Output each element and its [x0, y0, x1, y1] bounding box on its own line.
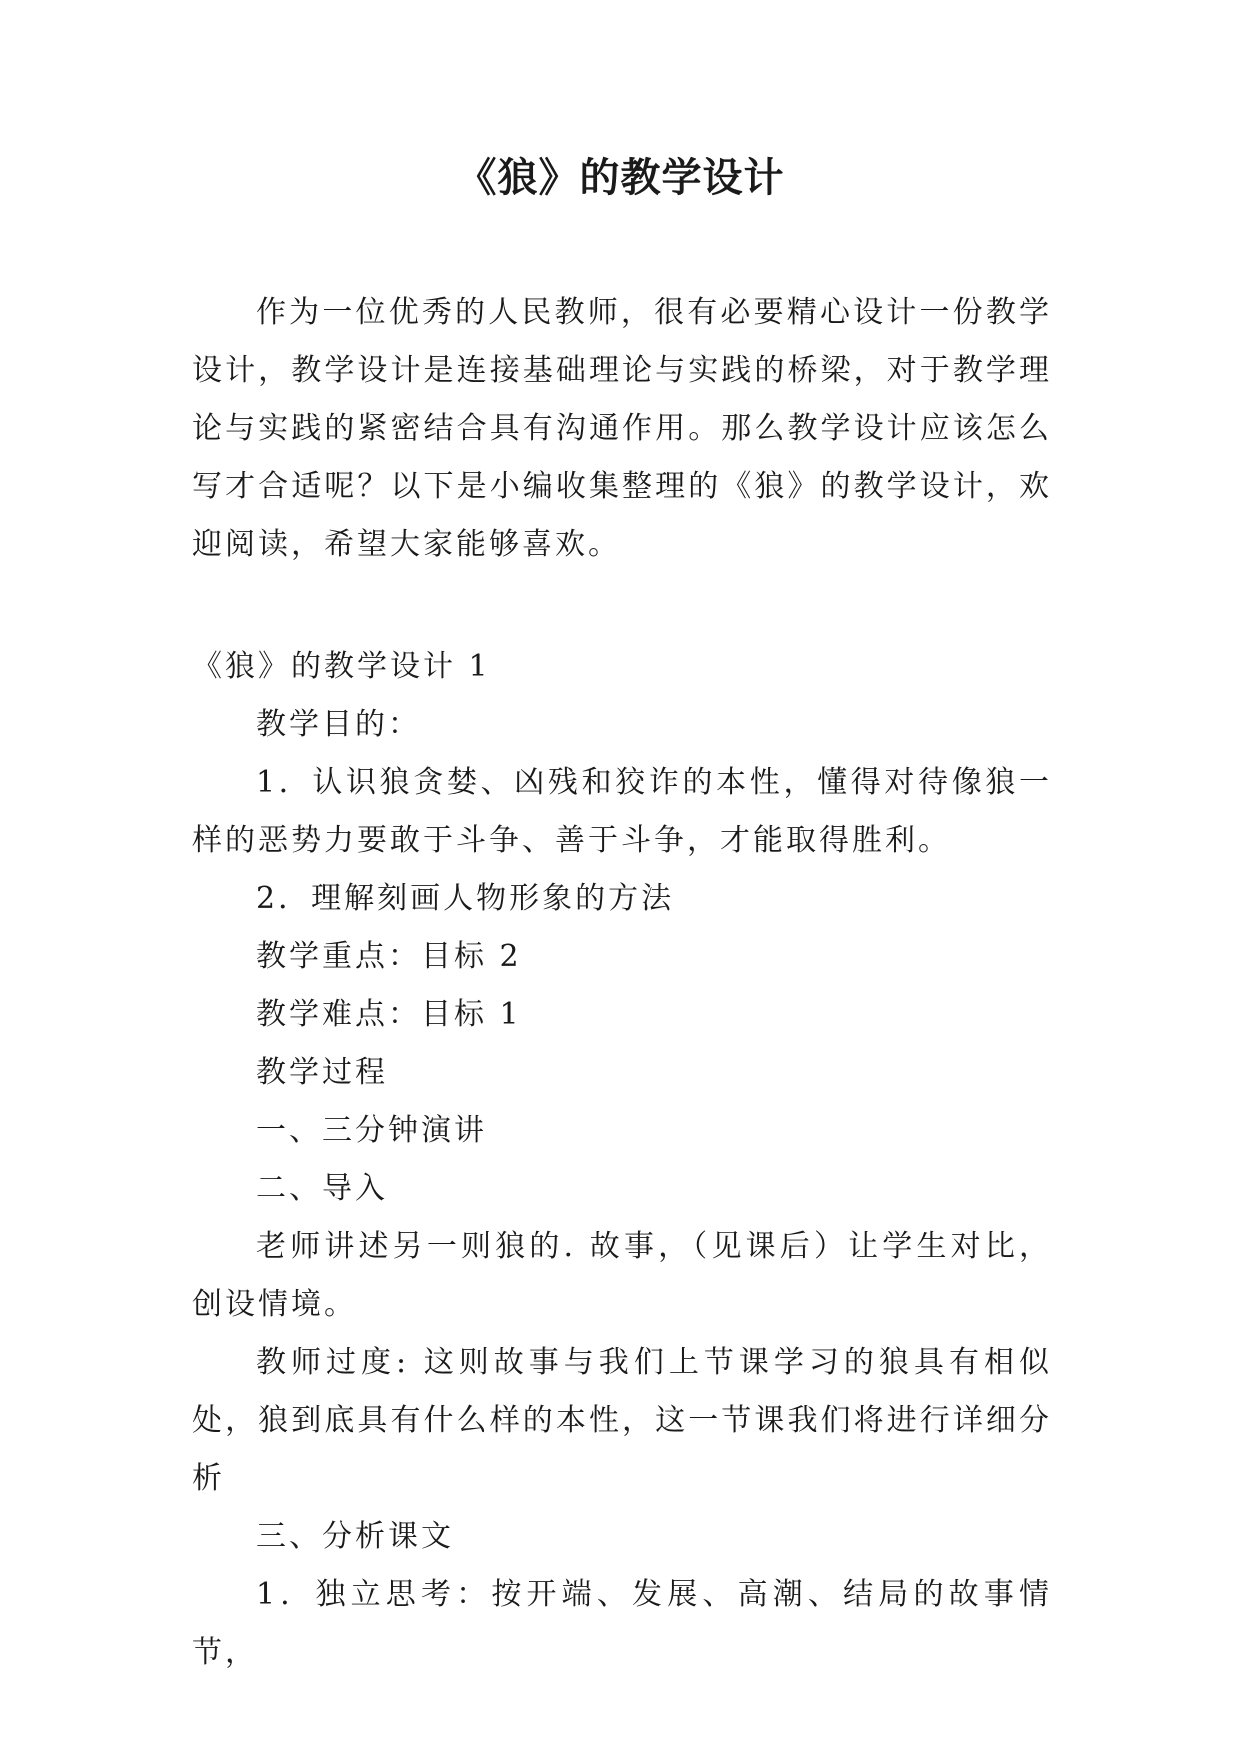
- body-paragraph: 教学难点：目标 1: [256, 997, 522, 1032]
- body-paragraph: 1．独立思考：按开端、发展、高潮、结局的故事情节，: [192, 1577, 1052, 1670]
- body-paragraph: 2．理解刻画人物形象的方法: [256, 881, 675, 916]
- body-paragraph: 教学重点：目标 2: [256, 939, 522, 974]
- section-heading: 《狼》的教学设计 1: [192, 649, 491, 684]
- body-paragraph: 教师过度: 这则故事与我们上节课学习的狼具有相似处，狼到底具有什么样的本性，这一节课我们将进行详细分析: [192, 1345, 1052, 1496]
- body-paragraph: 二、导入: [256, 1171, 388, 1206]
- document-title: 《狼》的教学设计: [456, 154, 785, 201]
- intro-paragraph: 作为一位优秀的人民教师，很有必要精心设计一份教学设计，教学设计是连接基础理论与实践的桥梁，对于教学理论与实践的紧密结合具有沟通作用。那么教学设计应该怎么写才合适呢？以下是小编收集整理的《狼》的教学设计，欢迎阅读，希望大家能够喜欢。: [192, 295, 1052, 562]
- body-paragraph: 教学目的：: [256, 707, 421, 742]
- body-paragraph: 一、三分钟演讲: [256, 1113, 487, 1148]
- body-paragraph: 老师讲述另一则狼的. 故事，（见课后）让学生对比，创设情境。: [192, 1229, 1052, 1322]
- section-body: [192, 638, 1052, 1682]
- body-paragraph: 三、分析课文: [256, 1519, 454, 1554]
- body-paragraph: 1．认识狼贪婪、凶残和狡诈的本性，懂得对待像狼一样的恶势力要敢于斗争、善于斗争，才能取得胜利。: [192, 765, 1052, 858]
- body-paragraph: 教学过程: [256, 1055, 388, 1090]
